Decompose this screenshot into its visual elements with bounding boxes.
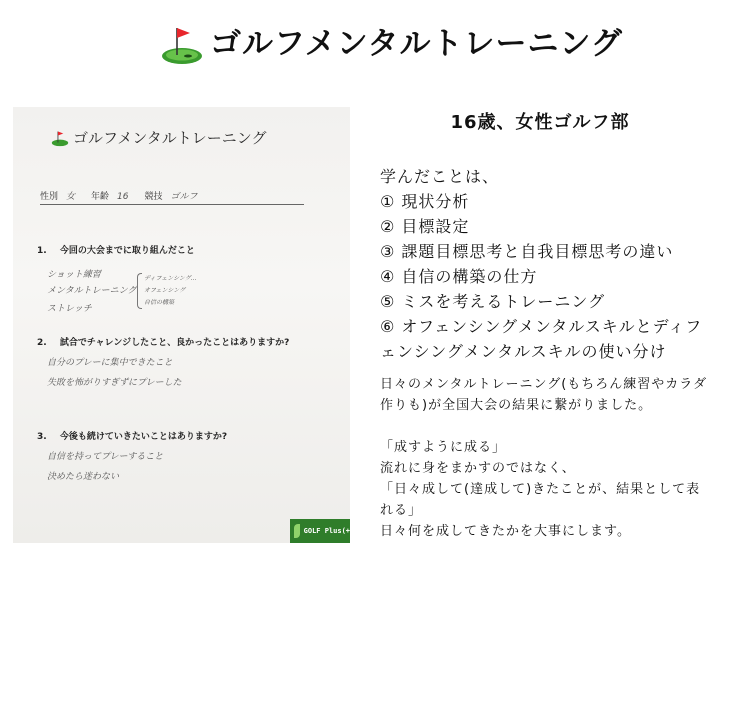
question-3: 3. 今後も続けていきたいことはありますか?: [37, 432, 228, 442]
bracket: [137, 273, 142, 309]
golf-flag-icon: [51, 129, 69, 147]
quote-line: 流れに身をまかすのではなく、: [380, 461, 576, 476]
learn-item: ④ 自信の構築の仕方: [380, 267, 538, 286]
question-1: 1. 今回の大会までに取り組んだこと: [37, 246, 195, 256]
sport-value: ゴルフ: [170, 192, 198, 202]
quote-line: 「日々成して(達成して)きたことが、結果として表れる」: [380, 482, 701, 518]
body-paragraph: 日々のメンタルトレーニング(もちろん練習やカラダ作りも)が全国大会の結果に繋がりました。: [380, 377, 708, 413]
question-2: 2. 試合でチャレンジしたこと、良かったことはありますか?: [37, 338, 290, 348]
learn-item: ② 目標設定: [380, 217, 470, 236]
q1-answer: メンタルトレーニング: [47, 286, 137, 296]
age-value: 16: [117, 192, 129, 202]
q1-answer: ショット練習: [47, 270, 101, 280]
quote-line: 日々何を成してきたかを大事にします。: [380, 524, 631, 539]
paper-title-text: ゴルフメンタルトレーニング: [73, 129, 267, 147]
golf-flag-icon: [160, 22, 204, 66]
quote-line: 「成すように成る」: [380, 440, 507, 455]
q1-sub-answer: ディフェンシング…: [144, 275, 197, 282]
q3-answer: 決めたら迷わない: [47, 472, 120, 482]
page-title: ゴルフメンタルトレーニング: [210, 26, 623, 62]
header: [160, 22, 623, 66]
q3-answer: 自信を持ってプレーすること: [47, 452, 164, 462]
leaf-icon: [294, 524, 300, 538]
gender-value: 女: [66, 192, 76, 202]
paper-footer-logo: GOLF Plus(+: [290, 519, 350, 543]
paper-title: [51, 127, 267, 148]
gender-label: 性別: [40, 192, 59, 202]
q1-answer: ストレッチ: [47, 304, 92, 314]
testimonial: [380, 108, 710, 542]
q2-answer: 自分のプレーに集中できたこと: [47, 358, 173, 368]
paper-fields: [40, 189, 304, 205]
testimonial-subtitle: 16歳、女性ゴルフ部: [450, 112, 630, 133]
learn-item: ⑤ ミスを考えるトレーニング: [380, 292, 606, 311]
learn-heading: 学んだことは、: [380, 167, 500, 186]
q1-sub-answer: 自信の構築: [144, 299, 175, 306]
q1-sub-answer: オフェンシング: [144, 287, 186, 294]
age-label: 年齢: [91, 192, 110, 202]
learn-item: ① 現状分析: [380, 192, 470, 211]
q2-answer: 失敗を怖がりすぎずにプレーした: [47, 378, 182, 388]
testimonial-body: [380, 374, 710, 542]
worksheet-photo: [13, 107, 350, 543]
learn-item: ③ 課題目標思考と自我目標思考の違い: [380, 242, 674, 261]
learn-item: ⑥ オフェンシングメンタルスキルとディフェンシングメンタルスキルの使い分け: [380, 317, 703, 361]
sport-label: 競技: [144, 192, 163, 202]
